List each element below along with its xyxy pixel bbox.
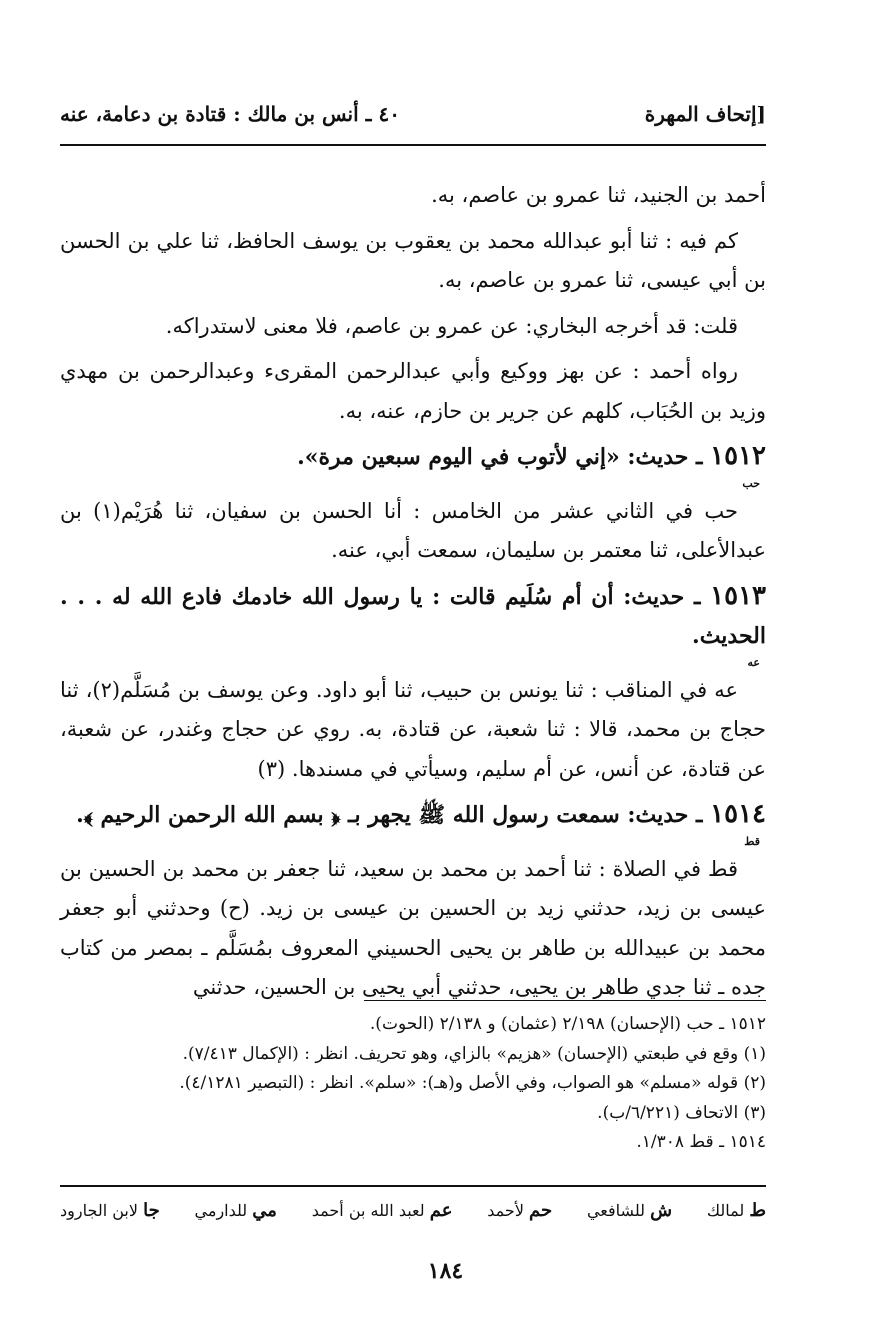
hadith-heading-1512 <box>60 437 766 490</box>
hadith-number: ١٥١٣ <box>710 580 766 611</box>
source-sidenote: قط <box>744 834 760 848</box>
footnote: (٢) قوله «مسلم» هو الصواب، وفي الأصل و(هـ): «سلم». انظر : (التبصير ٤/١٢٨١). <box>179 1073 766 1093</box>
legend-item: عم لعبد الله بن أحمد <box>311 1200 453 1221</box>
hadith-heading-1514 <box>60 795 766 848</box>
source-sidenote: حب <box>742 476 760 490</box>
footnote: ١٥١٢ ـ حب (الإحسان) ٢/١٩٨ (عثمان) و ٢/١٣٨ (الحوت). <box>369 1014 766 1034</box>
legend-item: مي للدارمي <box>194 1200 277 1221</box>
header-book-title: [إتحاف المهرة <box>644 102 766 126</box>
legend-item: ط لمالك <box>706 1200 766 1221</box>
header-divider <box>60 144 766 146</box>
paragraph: قلت: قد أخرجه البخاري: عن عمرو بن عاصم، فلا معنى لاستدراكه. <box>165 313 738 338</box>
hadith-title: ـ حديث: «إني لأتوب في اليوم سبعين مرة». <box>297 444 703 470</box>
source-sidenote: عه <box>747 655 760 669</box>
legend-item: ش للشافعي <box>586 1200 673 1221</box>
header-chapter-title: ٤٠ ـ أنس بن مالك : قتادة بن دعامة، عنه <box>60 102 400 126</box>
hadith-title: ـ حديث: أن أم سُلَيم قالت : يا رسول الله خادمك فادع الله له . . . الحديث. <box>60 583 766 649</box>
running-header <box>60 96 766 132</box>
legend-item: حم لأحمد <box>487 1200 553 1221</box>
legend-item: جا لابن الجارود <box>60 1200 160 1221</box>
hadith-title: ـ حديث: سمعت رسول الله ﷺ يجهر بـ ﴿ بسم الله الرحمن الرحيم ﴾. <box>76 802 703 828</box>
paragraph: عه في المناقب : ثنا يونس بن حبيب، ثنا أبو داود. وعن يوسف بن مُسَلَّم(٢)، ثنا حجاج بن محمد، قالا : ثنا شعبة، عن قتادة، به. روي عن حجاج وغندر، عن شعبة، عن قتادة، عن أنس، عن أم سليم، وسيأتي في مسندها. (٣) <box>60 677 766 781</box>
footnotes <box>60 1010 766 1158</box>
footnote: (١) وقع في طبعتي (الإحسان) «هزيم» بالزاي، وهو تحريف. انظر : (الإكمال ٧/٤١٣). <box>182 1043 766 1064</box>
hadith-number: ١٥١٢ <box>710 441 766 471</box>
abbreviation-legend <box>60 1200 766 1221</box>
paragraph: حب في الثاني عشر من الخامس : أنا الحسن بن سفيان، ثنا هُرَيْم(١) بن عبدالأعلى، ثنا معتمر بن سليمان، سمعت أبي، عنه. <box>60 498 766 562</box>
footnote: ١٥١٤ ـ قط ١/٣٠٨. <box>636 1132 766 1152</box>
hadith-number: ١٥١٤ <box>710 799 766 829</box>
main-text <box>60 176 766 1014</box>
footnote: (٣) الاتحاف (٦/٢٢١/ب). <box>597 1102 766 1123</box>
page-number: ١٨٤ <box>427 1258 464 1284</box>
paragraph: أحمد بن الجنيد، ثنا عمرو بن عاصم، به. <box>431 183 766 207</box>
legend-divider <box>60 1185 766 1187</box>
paragraph: قط في الصلاة : ثنا أحمد بن محمد بن سعيد، ثنا جعفر بن محمد بن الحسين بن عيسى بن زيد، حدثني زيد بن الحسين بن عيسى بن زيد. (ح) وحدثني أبو جعفر محمد بن عبيدالله بن طاهر بن يحيى الحسيني المعروف بمُسَلَّم ـ بمصر من كتاب جده ـ ثنا جدي طاهر بن يحيى، حدثني أبي يحيى بن الحسين، حدثني <box>60 856 766 999</box>
paragraph: كم فيه : ثنا أبو عبدالله محمد بن يعقوب بن يوسف الحافظ، ثنا علي بن الحسن بن أبي عيسى، ثنا عمرو بن عاصم، به. <box>60 228 766 292</box>
footnote-divider <box>364 1000 766 1001</box>
hadith-heading-1513 <box>60 577 766 669</box>
paragraph: رواه أحمد : عن بهز ووكيع وأبي عبدالرحمن المقرىء وعبدالرحمن بن مهدي وزيد بن الحُبَاب، كلهم عن جرير بن حازم، عنه، به. <box>60 359 766 423</box>
